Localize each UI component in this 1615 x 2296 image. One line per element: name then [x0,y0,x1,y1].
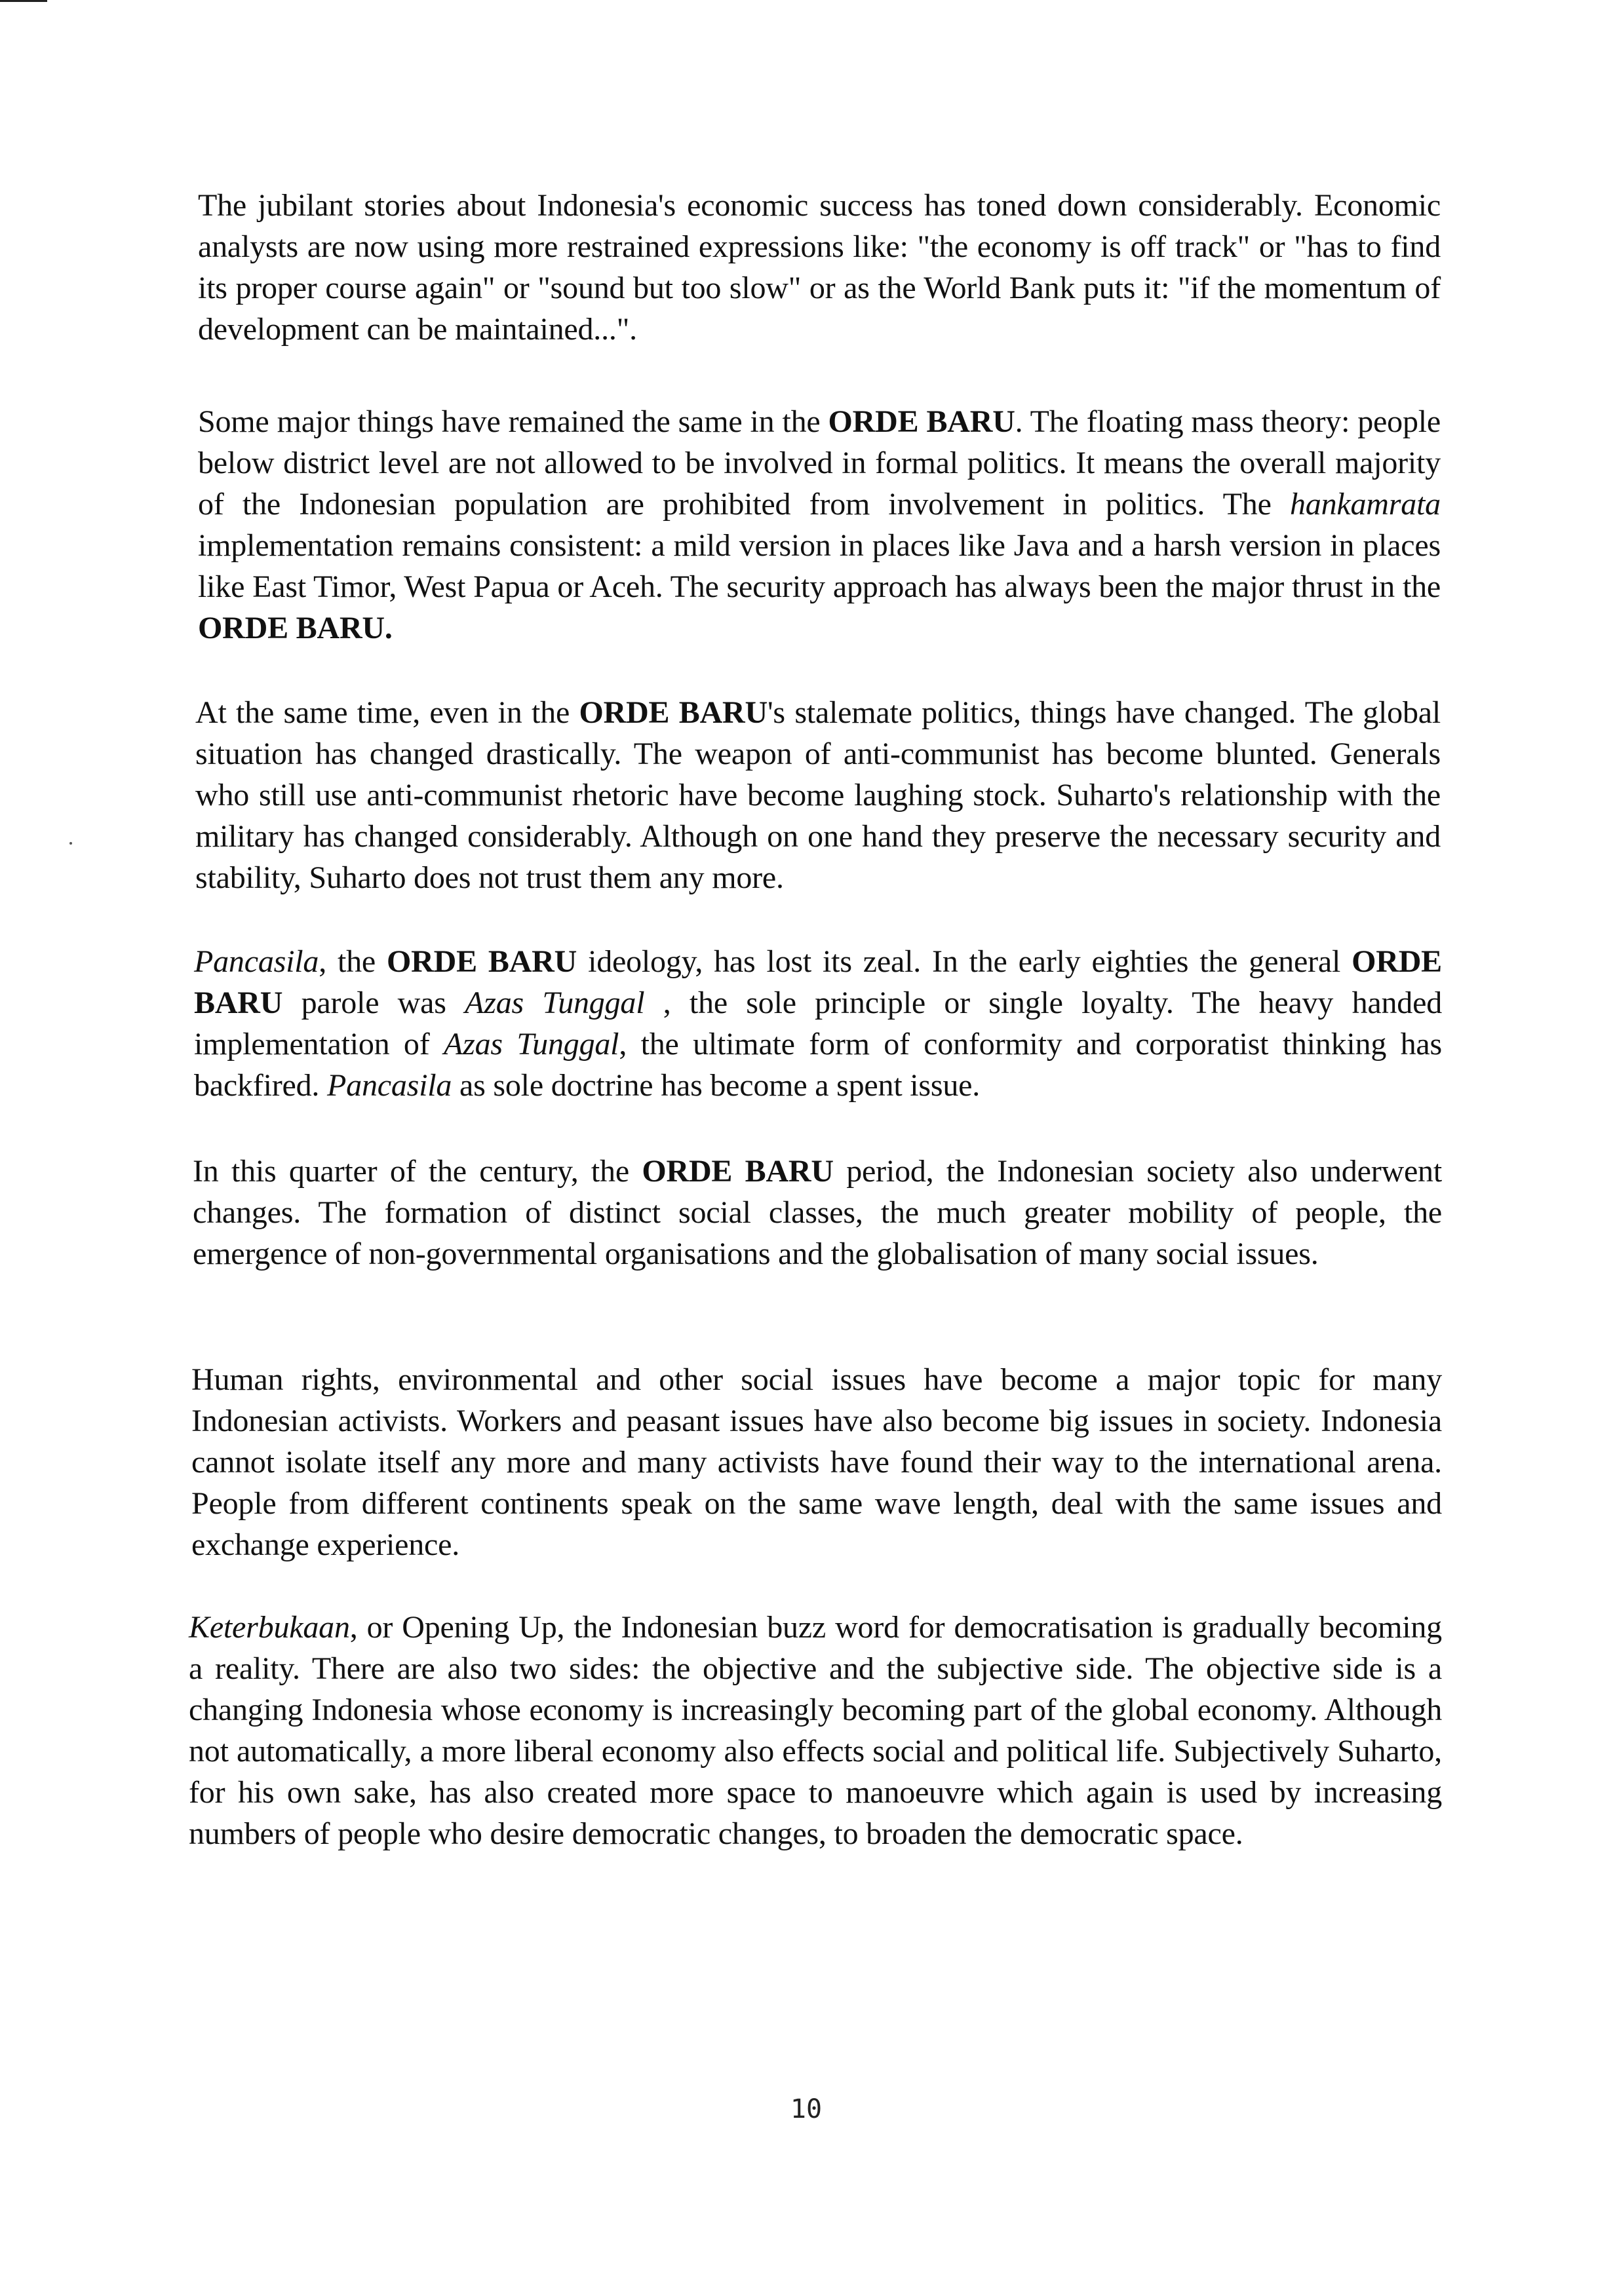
text-run: implementation remains consistent: a mild version in places like Java and a harsh version in places like East Timor, West Papua or Aceh. The security approach has always been the major thrust in the [198,528,1441,604]
text-run: , or Opening Up, the Indonesian buzz word for democratisation is gradually becoming a reality. There are also two sides: the objective and the subjective side. The objective side is a changing Indonesia whose economy is increasingly becoming part of the global economy. Although not automatically, a more liberal economy also effects social and political life. Subjectively Suharto, for his own sake, has also created more space to manoeuvre which again is used by increasing numbers of people who desire democratic changes, to broaden the democratic space. [189,1610,1442,1851]
paragraph-pancasila [194,941,1442,1106]
text-run: Human rights, environmental and other social issues have become a major topic for many Indonesian activists. Workers and peasant issues have also become big issues in society. Indonesia cannot isolate itself any more and many activists have found their way to the international arena. People from different continents speak on the same wave length, deal with the same issues and exchange experience. [191,1362,1442,1562]
italic-text: Keterbukaan [189,1610,350,1645]
text-run: parole was [282,985,465,1020]
text-run: Some major things have remained the same in the [198,404,828,439]
scan-speck [69,842,72,845]
bold-text: ORDE BARU [194,944,1442,1020]
paragraph-society-changes [193,1151,1442,1274]
bold-text: ORDE BARU. [198,611,393,645]
text-run: , the [319,944,387,979]
italic-text: hankamrata [1290,487,1441,522]
text-run: period, the Indonesian society also underwent changes. The formation of distinct social classes, the much greater mobility of people, the emergence of non-governmental organisations and the globalisation of many social issues. [193,1154,1442,1271]
text-run: . The floating mass theory: people below district level are not allowed to be involved in formal politics. It means the overall majority of the Indonesian population are prohibited from involvement in politics. The [198,404,1441,522]
text-run: In this quarter of the century, the [193,1154,642,1189]
text-run: 's stalemate politics, things have changed. The global situation has changed drastically. The weapon of anti-communist has become blunted. Generals who still use anti-communist rhetoric have become laughing stock. Suharto's relationship with the military has changed considerably. Although on one hand they preserve the necessary security and stability, Suharto does not trust them any more. [195,695,1441,895]
bold-text: ORDE BARU [387,944,577,979]
italic-text: Pancasila [327,1068,452,1103]
paragraph-keterbukaan [189,1607,1442,1854]
page-number: 10 [790,2094,823,2124]
text-run: , the ultimate form of conformity and corporatist thinking has backfired. [194,1027,1442,1103]
bold-text: ORDE BARU [579,695,768,730]
paragraph-orde-baru-unchanged [198,401,1441,649]
bold-text: ORDE BARU [828,404,1015,439]
text-run: The jubilant stories about Indonesia's economic success has toned down considerably. Economic analysts are now using more restrained expressions like: "the economy is off track" or "has to find its proper course again" or "sound but too slow" or as the World Bank puts it: "if the momentum of development can be maintained...". [198,188,1441,347]
scan-edge-mark [0,0,47,2]
text-run: ideology, has lost its zeal. In the early eighties the general [577,944,1352,979]
text-run: At the same time, even in the [195,695,579,730]
italic-text: Azas Tunggal [465,985,645,1020]
text-run: , the sole principle or single loyalty. The heavy handed implementation of [194,985,1442,1062]
paragraph-economic-success [198,185,1441,350]
italic-text: Pancasila [194,944,319,979]
paragraph-human-rights [191,1359,1442,1565]
bold-text: ORDE BARU [642,1154,834,1189]
italic-text: Azas Tunggal [443,1027,619,1062]
paragraph-things-changed [195,692,1441,898]
text-run: as sole doctrine has become a spent issue. [452,1068,981,1103]
